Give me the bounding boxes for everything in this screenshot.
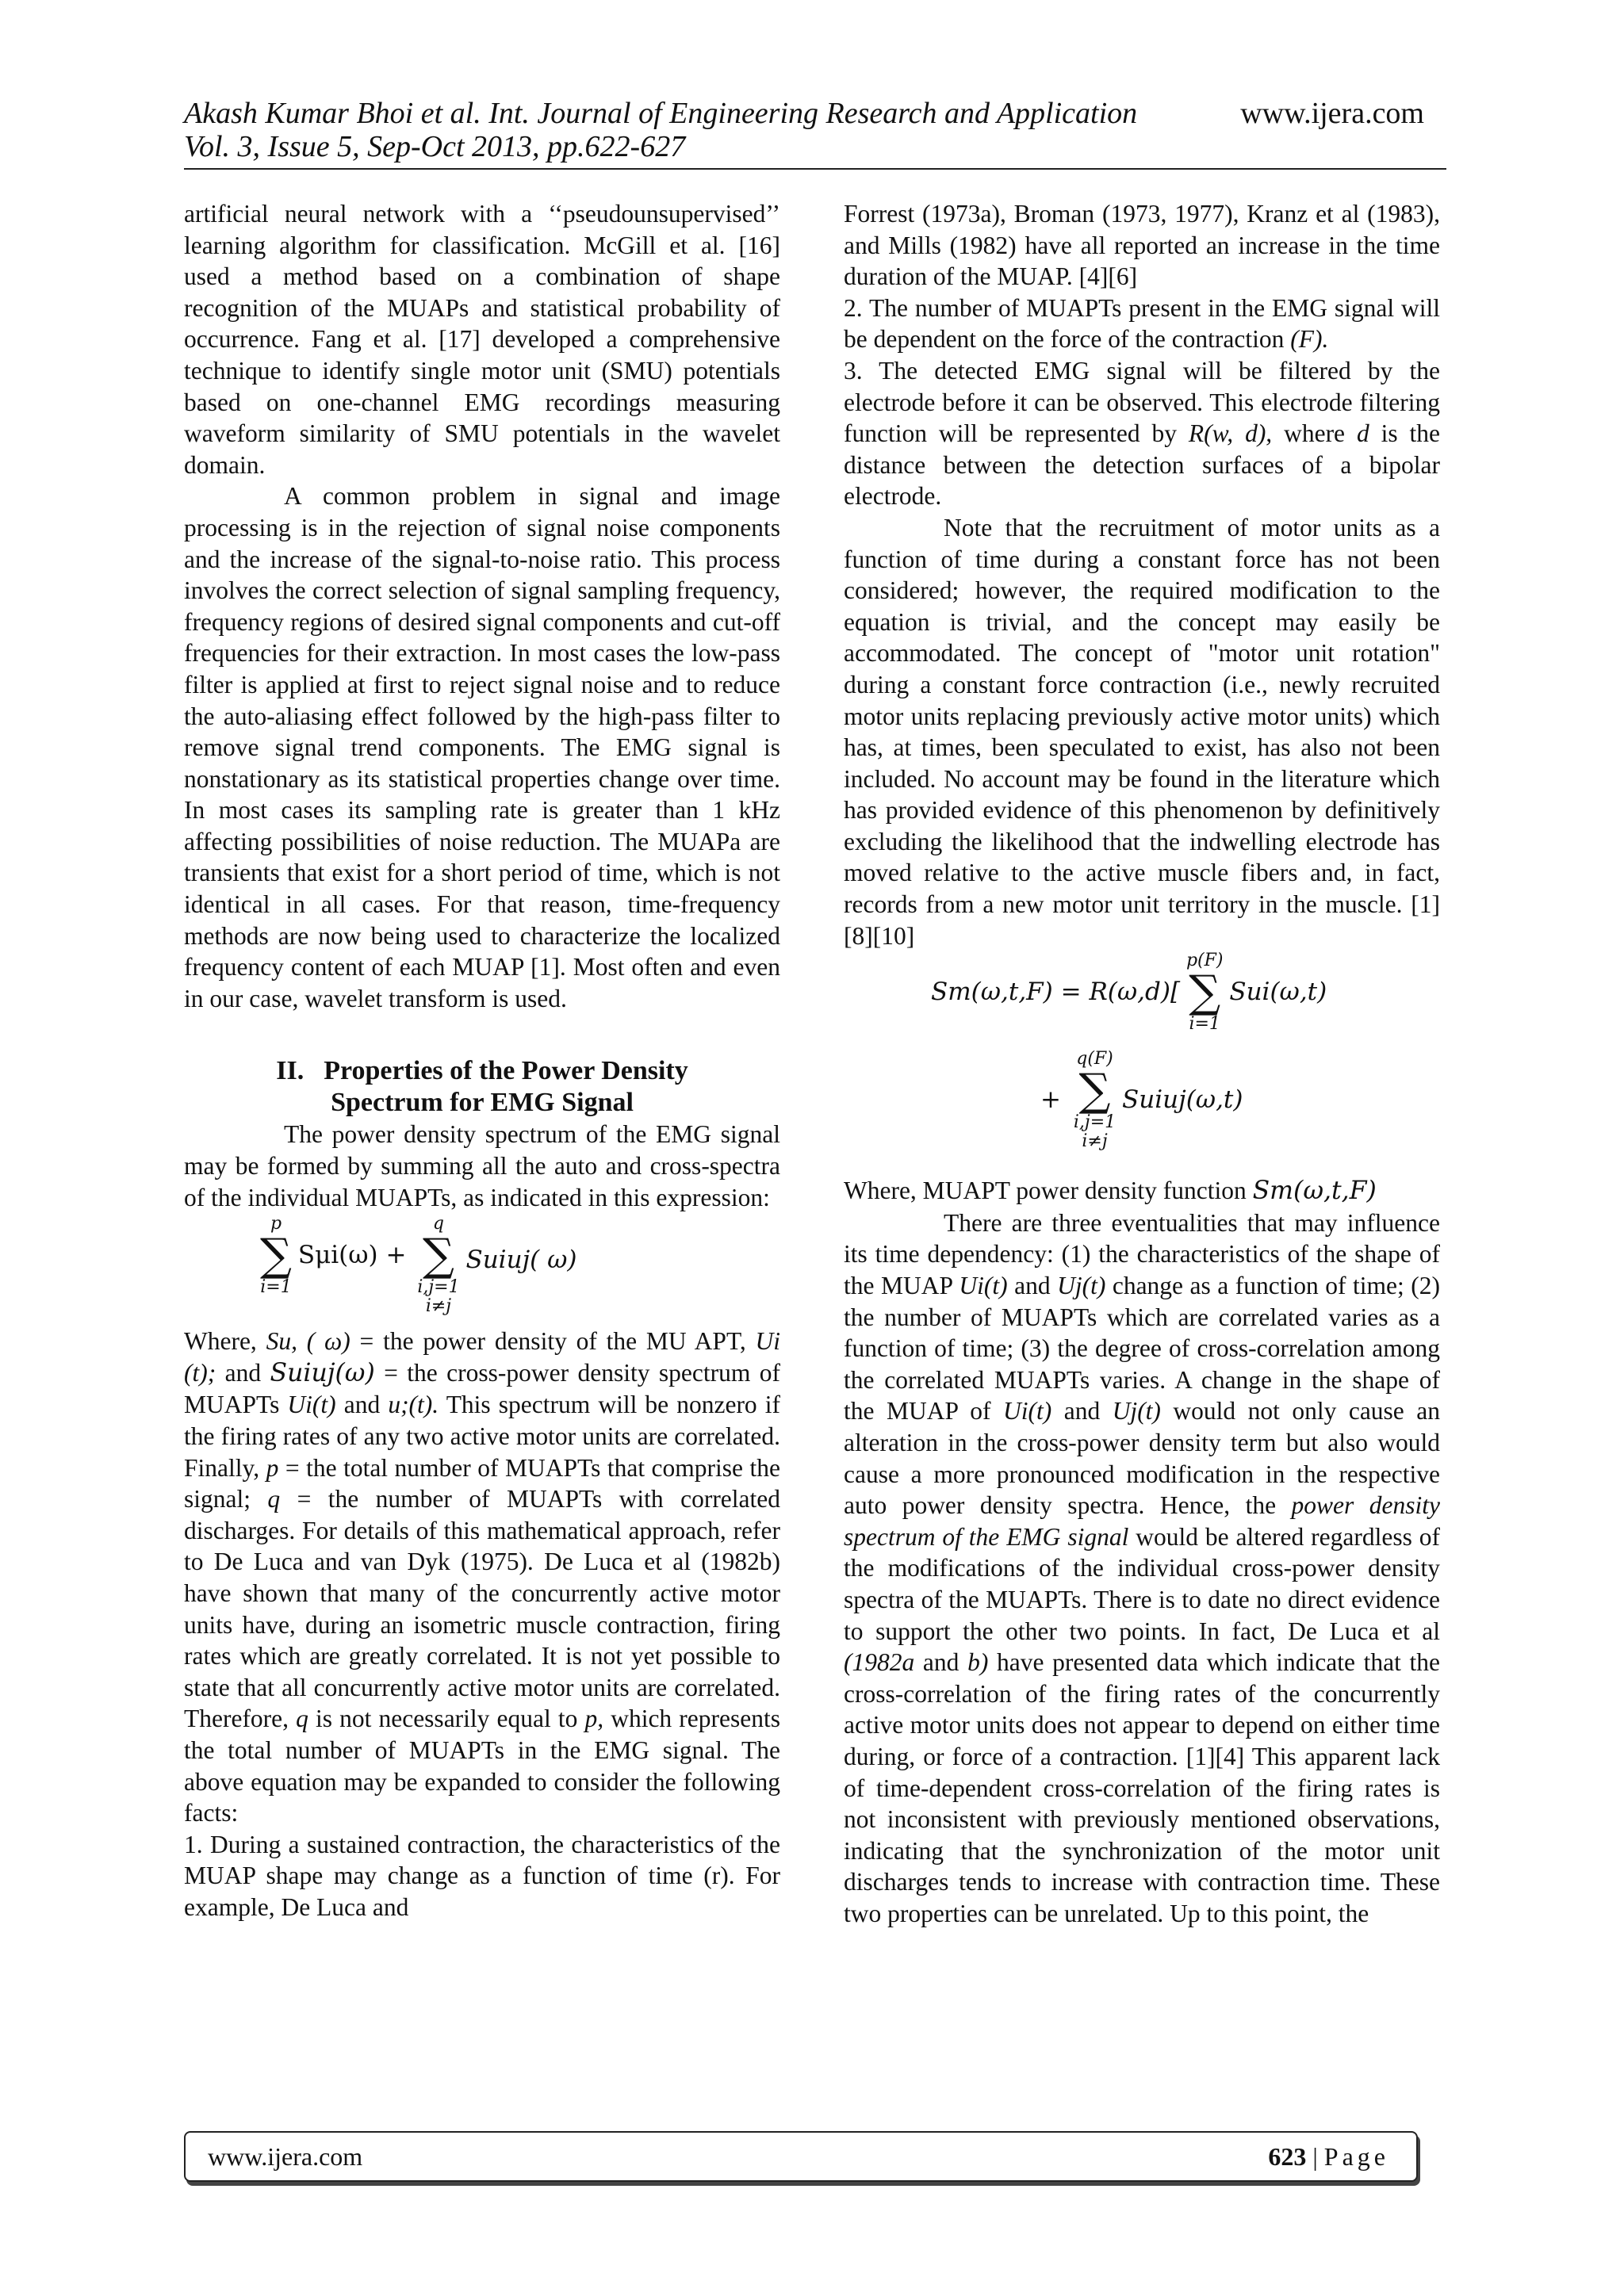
summation-symbol: p ∑ i=1 bbox=[260, 1214, 292, 1298]
paragraph: 2. The number of MUAPTs present in the EMG signal will be dependent on the force of the contraction (F). bbox=[844, 293, 1440, 354]
section-title-line1: Properties of the Power Density bbox=[324, 1056, 688, 1086]
equation-term: Sμi(ω) + bbox=[297, 1241, 407, 1270]
page-number: 623 | Page bbox=[1268, 2142, 1389, 2171]
paragraph: 1. During a sustained contraction, the characteristics of the MUAP shape may change as a function of time (r). For example, De Luca and bbox=[184, 1830, 780, 1921]
paragraph: 3. The detected EMG signal will be filtered by the electrode before it can be observed. This electrode filtering function will be represented by R(w, d), where d is the distance between the detection surfaces of a bipolar electrode. bbox=[844, 356, 1440, 511]
paragraph: Where, MUAPT power density function Sm(ω,t,F) bbox=[844, 1177, 1377, 1206]
page-footer bbox=[184, 2131, 1418, 2182]
left-column bbox=[184, 198, 780, 1923]
paragraph: A common problem in signal and image processing is in the rejection of signal noise components and the increase of the signal-to-noise ratio. This process involves the correct selection of signal sampling frequency, frequency regions of desired signal components and cut-off frequencies for their extraction. In most cases the low-pass filter is applied at first to reject signal noise and to reduce the auto-aliasing effect followed by the high-pass filter to remove signal trend components. The EMG signal is nonstationary as its statistical properties change over time. In most cases its sampling rate is greater than 1 kHz affecting possibilities of noise reduction. The MUAPa are transients that exist for a short period of time, which is not identical in all cases. For that reason, time-frequency methods are now being used to characterize the localized frequency content of each MUAP [1]. Most often and even in our case, wavelet transform is used. bbox=[184, 482, 780, 1012]
header-volume: Vol. 3, Issue 5, Sep-Oct 2013, pp.622-627 bbox=[184, 130, 686, 163]
equation-term: Suiuj(ω,t) bbox=[1122, 1085, 1243, 1115]
paragraph: Where, Su, ( ω) = the power density of the MU APT, Ui (t); and Suiuj(ω) = the cross-power density spectrum of MUAPTs Ui(t) and u;(t). This spectrum will be nonzero if the firing rates of any two active motor units are correlated. Finally, p = the total number of MUAPTs that comprise the signal; q = the number of MUAPTs with correlated discharges. For details of this mathematical approach, refer to De Luca and van Dyk (1975). De Luca et al (1982b) have shown that many of the concurrently active motor units have, during an isometric muscle contraction, firing rates which are greatly correlated. It is not yet possible to state that all concurrently active motor units are correlated. Therefore, q is not necessarily equal to p, which represents the total number of MUAPTs in the EMG signal. The above equation may be expanded to consider the following facts: bbox=[184, 1327, 781, 1827]
footer-website: www.ijera.com bbox=[208, 2142, 363, 2171]
paragraph: artificial neural network with a ‘‘pseudounsupervised’’ learning algorithm for classification. McGill et al. [16] used a method based on a combination of shape recognition of the MUAPs and statistical probability of occurrence. Fang et al. [17] developed a comprehensive technique to identify single motor unit (SMU) potentials based on one-channel EMG recordings measuring waveform similarity of SMU potentials in the wavelet domain. bbox=[184, 200, 780, 479]
summation-symbol: p(F) ∑ i=1 bbox=[1185, 951, 1224, 1035]
paragraph: There are three eventualities that may influence its time dependency: (1) the characteristics of the shape of the MUAP Ui(t) and Uj(t) change as a function of time; (2) the number of MUAPTs which are correlated varies as a function of time; (3) the degree of cross-correlation among the correlated MUAPTs varies. A change in the shape of the MUAP of Ui(t) and Uj(t) would not only cause an alteration in the cross-power density term but also would cause a more pronounced modification in the respective auto power density spectra. Hence, the power density spectrum of the EMG signal would be altered regardless of the modifications of the individual cross-power density spectra of the MUAPTs. There is to date no direct evidence to support the other two points. In fact, De Luca et al (1982a and b) have presented data which indicate that the cross-correlation of the firing rates of the concurrently active motor units does not appear to depend on either time during, or force of a contraction. [1][4] This apparent lack of time-dependent cross-correlation of the firing rates is not inconsistent with previously mentioned observations, indicating that the synchronization of the motor unit discharges tends to increase with contraction time. These two properties can be unrelated. Up to this point, the bbox=[844, 1208, 1440, 1927]
section-title-line2: Spectrum for EMG Signal bbox=[331, 1088, 634, 1118]
section-heading bbox=[184, 1055, 780, 1119]
equation-term: Suiuj( ω) bbox=[465, 1246, 577, 1275]
header-rule bbox=[184, 168, 1446, 170]
equation-term: Sui(ω,t) bbox=[1229, 978, 1327, 1007]
equation-1 bbox=[184, 1215, 780, 1319]
header-website: www.ijera.com bbox=[1240, 97, 1424, 130]
equation-lhs: Sm(ω,t,F) = R(ω,d)[ bbox=[931, 978, 1181, 1007]
summation-symbol: q(F) ∑ i,j=1 i≠j bbox=[1073, 1049, 1116, 1152]
right-column bbox=[844, 198, 1440, 1930]
header-citation bbox=[184, 97, 1137, 163]
equation-2 bbox=[844, 951, 1440, 1175]
summation-symbol: q ∑ i,j=1 i≠j bbox=[417, 1214, 460, 1317]
section-number: II. bbox=[276, 1056, 304, 1086]
plus-sign: + bbox=[1040, 1085, 1061, 1115]
header-journal: Akash Kumar Bhoi et al. Int. Journal of Engineering Research and Application bbox=[184, 97, 1138, 130]
paragraph: Note that the recruitment of motor units as a function of time during a constant force has not been considered; however, the required modification to the equation is trivial, and the concept may easily be accommodated. The concept of "motor unit rotation" during a constant force contraction (i.e., newly recruited motor units replacing previously active motor units) which has, at times, been speculated to exist, has also not been included. No account may be found in the literature which has provided evidence of this phenomenon by definitively excluding the likelihood that the indwelling electrode has moved relative to the active muscle fibers and, in fact, records from a new motor unit territory in the muscle. [1][8][10] bbox=[844, 513, 1440, 950]
paragraph: Forrest (1973a), Broman (1973, 1977), Kranz et al (1983), and Mills (1982) have all reported an increase in the time duration of the MUAP. [4][6] bbox=[844, 200, 1440, 291]
paragraph: The power density spectrum of the EMG signal may be formed by summing all the auto and cross-spectra of the individual MUAPTs, as indicated in this expression: bbox=[184, 1120, 780, 1211]
